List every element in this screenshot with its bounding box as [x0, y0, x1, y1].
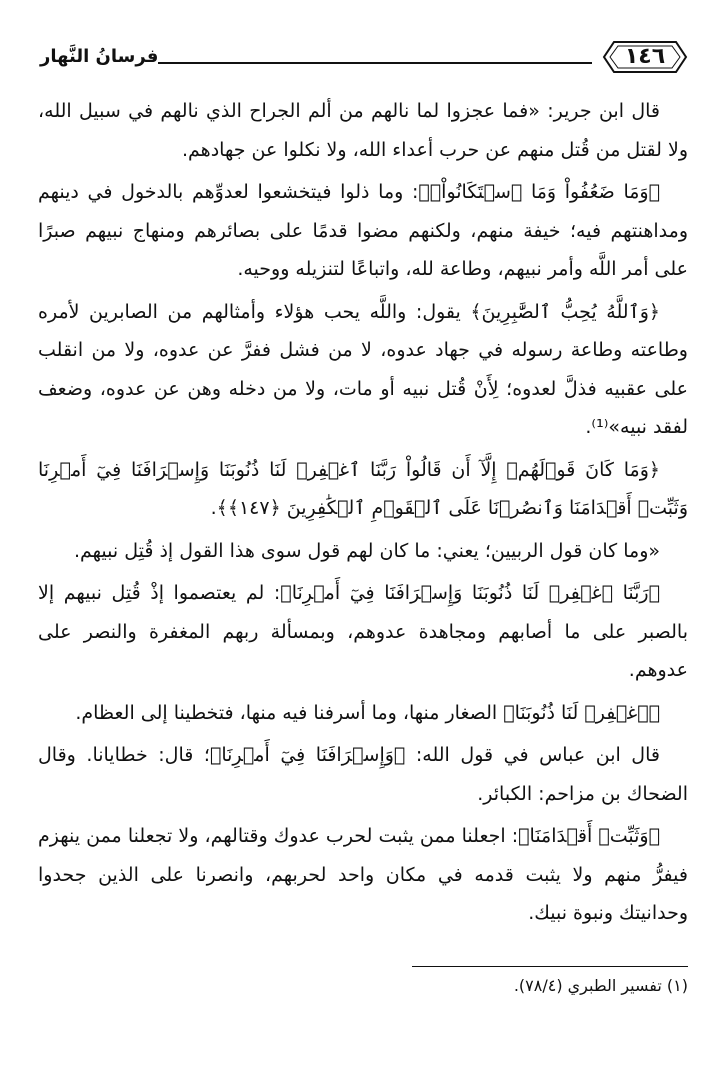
paragraph: ﴿وَثَبِّتۡ أَقۡدَامَنَا﴾: اجعلنا ممن يثبت لحرب عدوك وقتالهم، ولا تجعلنا ممن ينهزم فيفرُّ منهم ولا يثبت قدمه في مكان واحد لحربهم، وانصرنا على الذين جحدوا وحدانيتك ونبوة نبيك.	[38, 825, 688, 924]
paragraph: قال ابن جرير: «فما عجزوا لما نالهم من ألم الجراح الذي نالهم في سبيل الله، ولا لقتل من قُتل منهم عن حرب أعداء الله، ولا نكلوا عن جهادهم.	[38, 100, 688, 161]
paragraph: قال ابن عباس في قول الله: ﴿وَإِسۡرَافَنَا فِيٓ أَمۡرِنَا﴾؛ قال: خطايانا. وقال الضحاك بن مزاحم: الكبائر.	[38, 744, 688, 805]
paragraph: ﴿وَمَا ضَعُفُواْ وَمَا ٱسۡتَكَانُواْۗ﴾: وما ذلوا فيتخشعوا لعدوِّهم بالدخول في دينهم ومداهنتهم فيه؛ خيفة منهم، ولكنهم مضوا قدمًا على بصائرهم ومنهاج نبيهم صبرًا على أمر اللَّه وأمر نبيهم، وطاعة لله، واتباعًا لتنزيله ووحيه.	[38, 181, 688, 280]
main-text	[38, 92, 688, 937]
paragraph: «وما كان قول الربيين؛ يعني: ما كان لهم قول سوى هذا القول إذ قُتِل نبيهم.	[73, 539, 660, 562]
page-header	[40, 38, 688, 78]
running-title: فرسانُ النَّهار	[40, 46, 159, 67]
paragraph: ﴿وَمَا كَانَ قَوۡلَهُمۡ إِلَّآ أَن قَالُواْ رَبَّنَا ٱغۡفِرۡ لَنَا ذُنُوبَنَا وَإِسۡرَافَنَا فِيٓ أَمۡرِنَا وَثَبِّتۡ أَقۡدَامَنَا وَٱنصُرۡنَا عَلَى ٱلۡقَوۡمِ ٱلۡكَٰفِرِينَ ﴿١٤٧﴾﴾.	[38, 458, 688, 519]
footnote: (١) تفسير الطبري (٧٨/٤).	[513, 976, 688, 995]
paragraph: ﴿رَبَّنَا ٱغۡفِرۡ لَنَا ذُنُوبَنَا وَإِسۡرَافَنَا فِيٓ أَمۡرِنَا﴾: لم يعتصموا إذْ قُتِل نبيهم إلا بالصبر على ما أصابهم ومجاهدة عدوهم، وبمسألة ربهم المغفرة والنصر على عدوهم.	[38, 582, 688, 681]
header-rule	[158, 62, 592, 64]
paragraph: ﴿ٱغۡفِرۡ لَنَا ذُنُوبَنَا﴾ الصغار منها، وما أسرفنا فيه منها، فتخطينا إلى العظام.	[75, 701, 660, 724]
page-number: ١٤٦	[624, 44, 666, 69]
footnote-rule	[412, 966, 688, 967]
page-number-badge	[602, 40, 688, 74]
paragraph: ﴿وَٱللَّهُ يُحِبُّ ٱلصَّٰبِرِينَ﴾ يقول: واللَّه يحب هؤلاء وأمثالهم من الصابرين لأمره وطاعته وطاعة رسوله في جهاد عدوه، لا من فشل ففرَّ عن عدوه، ولا من انقلب على عقبيه فذلَّ لعدوه؛ لِأَنْ قُتل نبيه أو مات، ولا من دخله وهن عن عدوه، وضعف لفقد نبيه»⁽¹⁾.	[38, 300, 688, 438]
